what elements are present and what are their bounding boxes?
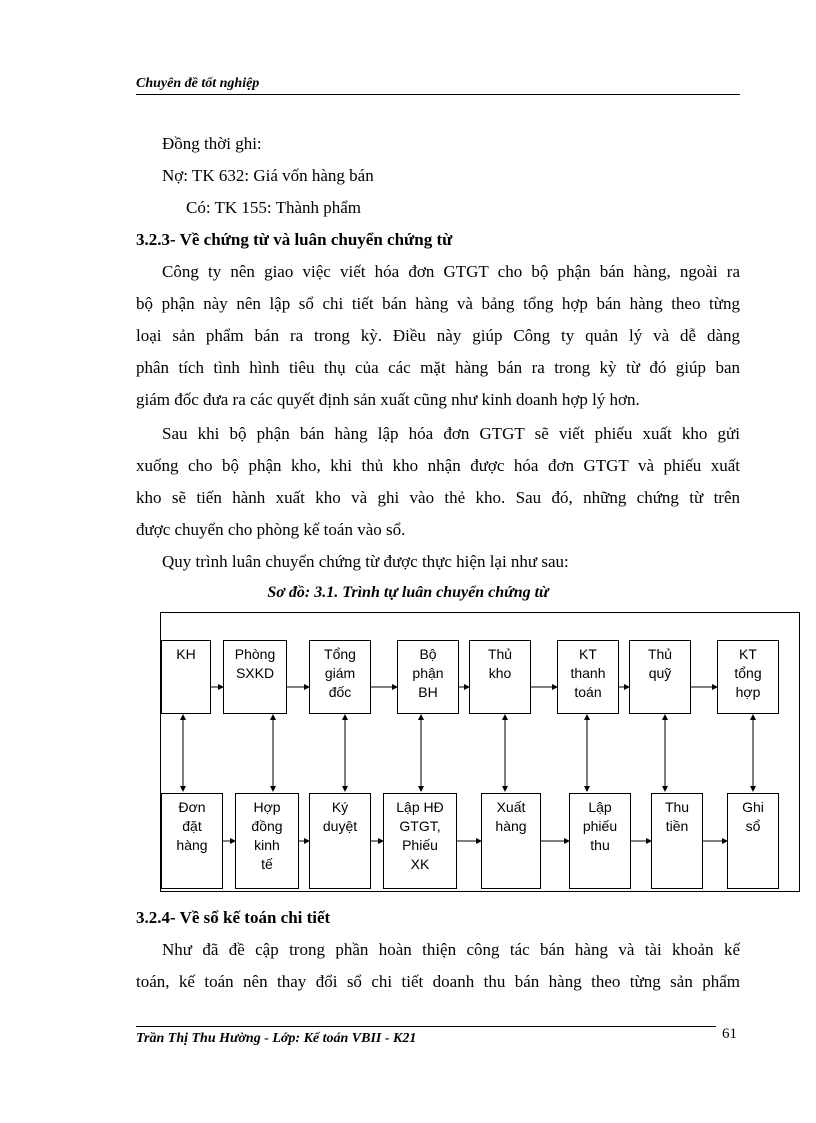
node-phong-sxkd: Phòng SXKD (223, 640, 287, 714)
node-bo-phan-bh: Bộ phận BH (397, 640, 459, 714)
paragraph-line: Quy trình luân chuyển chứng từ được thực hiện lại như sau: (162, 552, 569, 571)
paragraph-line: phân tích tình hình tiêu thụ của các mặt hàng bán ra trong kỳ từ đó giúp ban (136, 358, 740, 377)
paragraph-line: Sau khi bộ phận bán hàng lập hóa đơn GTGT sẽ viết phiếu xuất kho gửi (162, 424, 740, 443)
section-heading: 3.2.3- Về chứng từ và luân chuyển chứng từ (136, 230, 453, 249)
paragraph-line: loại sản phẩm bán ra trong kỳ. Điều này giúp Công ty quản lý và dễ dàng (136, 326, 740, 345)
running-header: Chuyên đề tốt nghiệp (136, 76, 740, 95)
node-hop-dong-kinh-te: Hợp đồng kinh tế (235, 793, 299, 889)
section-heading: 3.2.4- Về sổ kế toán chi tiết (136, 908, 331, 927)
node-thu-quy: Thủ quỹ (629, 640, 691, 714)
node-ghi-so: Ghi sổ (727, 793, 779, 889)
node-don-dat-hang: Đơn đặt hàng (161, 793, 223, 889)
text-line: Đồng thời ghi: (162, 134, 262, 153)
page-number: 61 (722, 1026, 737, 1042)
paragraph-line: bộ phận này nên lập sổ chi tiết bán hàng và bảng tổng hợp bán hàng theo từng (136, 294, 740, 313)
node-thu-tien: Thu tiền (651, 793, 703, 889)
node-lap-phieu-thu: Lập phiếu thu (569, 793, 631, 889)
node-lap-hd-gtgt: Lập HĐ GTGT, Phiếu XK (383, 793, 457, 889)
node-thu-kho: Thủ kho (469, 640, 531, 714)
paragraph-line: giám đốc đưa ra các quyết định sản xuất cũng như kinh doanh hợp lý hơn. (136, 390, 640, 409)
paragraph-line: Công ty nên giao việc viết hóa đơn GTGT cho bộ phận bán hàng, ngoài ra (162, 262, 740, 281)
paragraph-line: được chuyển cho phòng kế toán vào sổ. (136, 520, 406, 539)
text-line: Có: TK 155: Thành phẩm (186, 198, 362, 217)
paragraph-line: xuống cho bộ phận kho, khi thủ kho nhận được hóa đơn GTGT và phiếu xuất (136, 456, 740, 475)
node-tong-giam-doc: Tổng giám đốc (309, 640, 371, 714)
text-line: Nợ: TK 632: Giá vốn hàng bán (162, 166, 374, 185)
node-kh: KH (161, 640, 211, 714)
node-ky-duyet: Ký duyệt (309, 793, 371, 889)
node-kt-thanh-toan: KT thanh toán (557, 640, 619, 714)
node-xuat-hang: Xuất hàng (481, 793, 541, 889)
footer-author: Trần Thị Thu Hường - Lớp: Kế toán VBII - K21 (136, 1026, 716, 1047)
node-kt-tong-hop: KT tổng hợp (717, 640, 779, 714)
paragraph-line: toán, kế toán nên thay đổi sổ chi tiết doanh thu bán hàng theo từng sản phẩm (136, 972, 740, 991)
diagram-caption: Sơ đồ: 3.1. Trình tự luân chuyển chứng từ (267, 584, 549, 601)
paragraph-line: kho sẽ tiến hành xuất kho và ghi vào thẻ kho. Sau đó, những chứng từ trên (136, 488, 740, 507)
paragraph-line: Như đã đề cập trong phần hoàn thiện công tác bán hàng và tài khoản kế (162, 940, 740, 959)
flow-diagram (160, 612, 800, 892)
